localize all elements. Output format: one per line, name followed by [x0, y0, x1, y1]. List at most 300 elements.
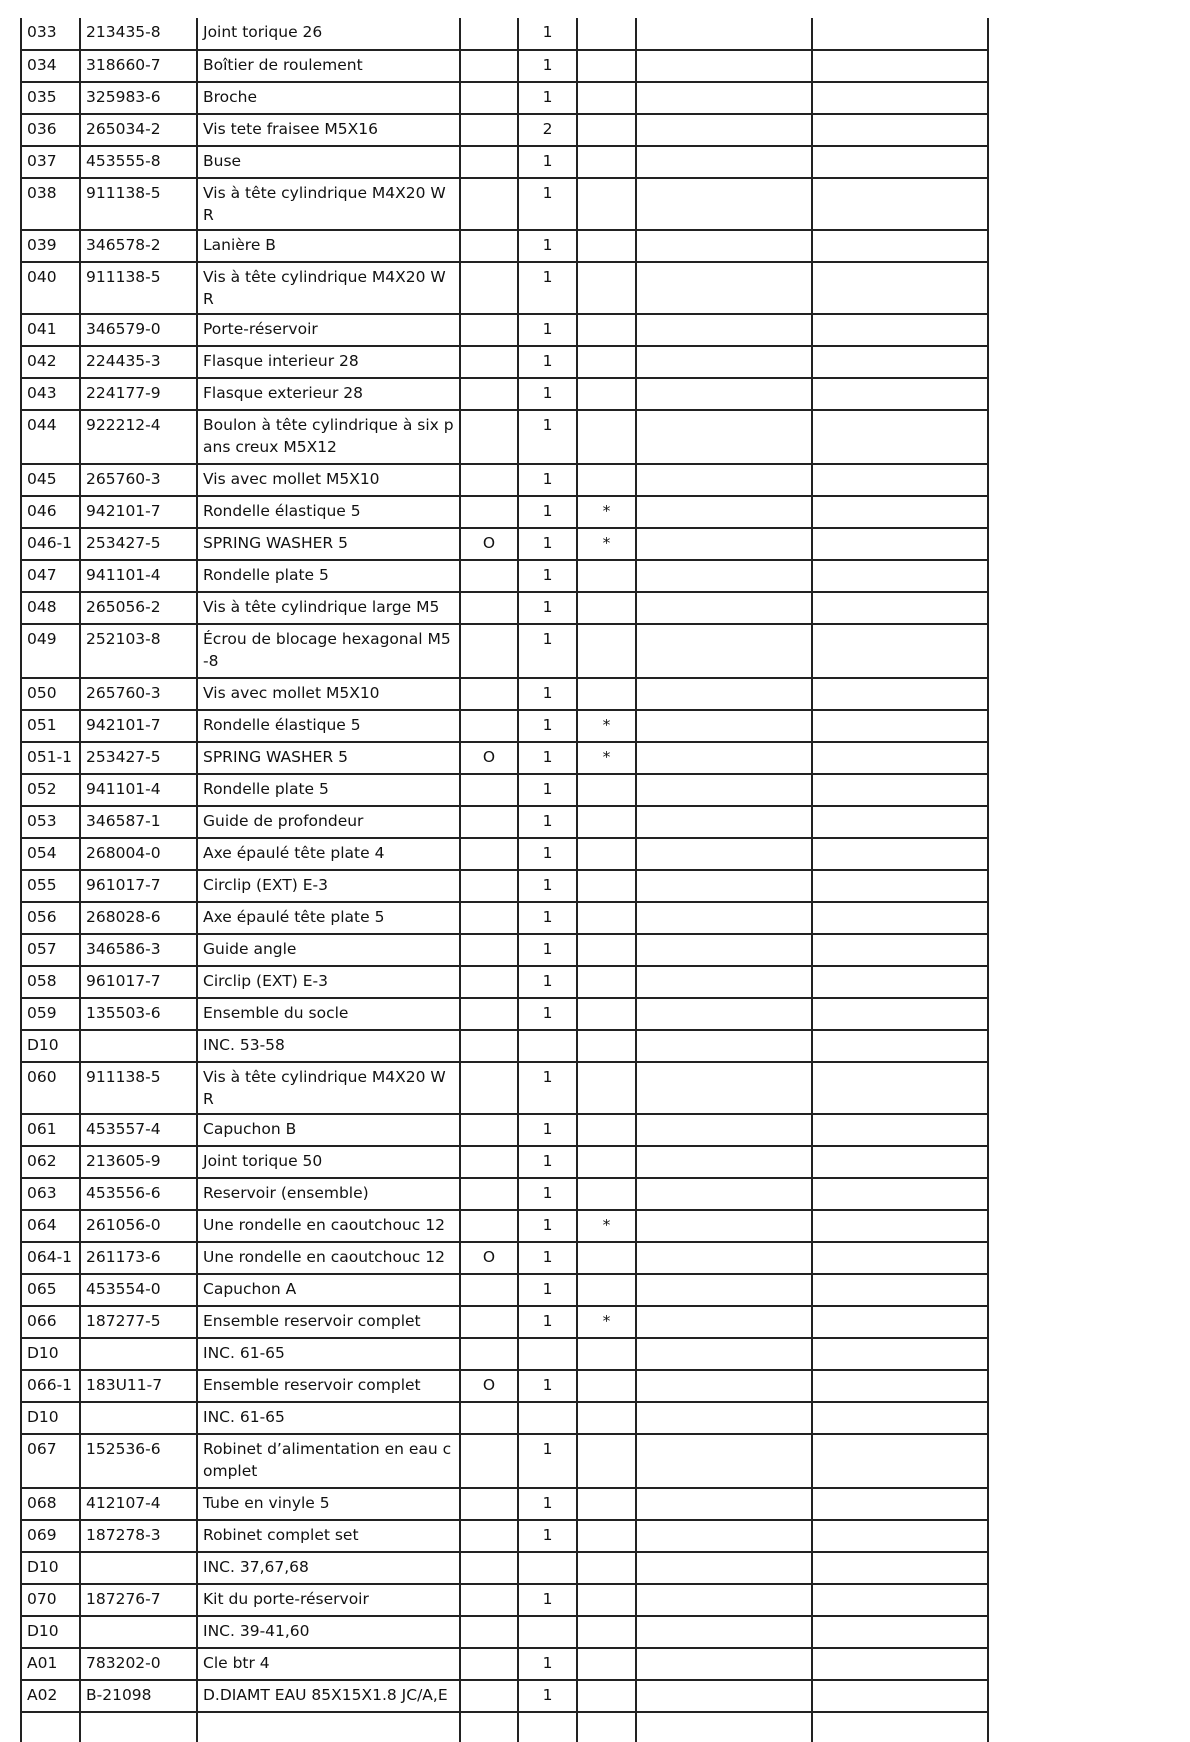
parts-table: [20, 18, 989, 1742]
note-marker-cell: [577, 678, 636, 710]
quantity-cell: 1: [518, 1274, 577, 1306]
blank-column-2-cell: [812, 178, 988, 230]
blank-column-2-cell: [812, 1402, 988, 1434]
part-number-cell: 453555-8: [80, 146, 197, 178]
blank-column-1-cell: [636, 1520, 812, 1552]
note-marker-cell: [577, 1030, 636, 1062]
part-number-cell: 268004-0: [80, 838, 197, 870]
part-number-cell: 911138-5: [80, 1062, 197, 1114]
blank-column-2-cell: [812, 1616, 988, 1648]
option-marker-cell: [460, 1712, 518, 1742]
part-description-cell: Capuchon A: [197, 1274, 460, 1306]
quantity-cell: 1: [518, 314, 577, 346]
option-marker-cell: [460, 592, 518, 624]
note-marker-cell: [577, 774, 636, 806]
part-number-cell: 261056-0: [80, 1210, 197, 1242]
blank-column-2-cell: [812, 1114, 988, 1146]
item-number-cell: 048: [21, 592, 80, 624]
note-marker-cell: *: [577, 1210, 636, 1242]
blank-column-2-cell: [812, 1584, 988, 1616]
quantity-cell: 1: [518, 1584, 577, 1616]
quantity-cell: 1: [518, 1062, 577, 1114]
part-description-cell: Joint torique 26: [197, 18, 460, 50]
note-marker-cell: [577, 1178, 636, 1210]
option-marker-cell: [460, 560, 518, 592]
item-number-cell: 046-1: [21, 528, 80, 560]
table-row: [21, 114, 988, 146]
blank-column-1-cell: [636, 50, 812, 82]
option-marker-cell: [460, 870, 518, 902]
table-row: [21, 1114, 988, 1146]
part-description-cell: Ensemble reservoir complet: [197, 1370, 460, 1402]
blank-column-1-cell: [636, 410, 812, 464]
table-row: [21, 710, 988, 742]
part-number-cell: 941101-4: [80, 560, 197, 592]
item-number-cell: 057: [21, 934, 80, 966]
part-description-cell: Robinet d’alimentation en eau complet: [197, 1434, 460, 1488]
option-marker-cell: [460, 1648, 518, 1680]
quantity-cell: 1: [518, 464, 577, 496]
item-number-cell: 058: [21, 966, 80, 998]
table-row: [21, 774, 988, 806]
item-number-cell: 061: [21, 1114, 80, 1146]
item-number-cell: 035: [21, 82, 80, 114]
note-marker-cell: [577, 1616, 636, 1648]
item-number-cell: 047: [21, 560, 80, 592]
table-row: [21, 410, 988, 464]
blank-column-1-cell: [636, 774, 812, 806]
blank-column-2-cell: [812, 966, 988, 998]
option-marker-cell: [460, 1584, 518, 1616]
quantity-cell: 1: [518, 1680, 577, 1712]
option-marker-cell: [460, 1338, 518, 1370]
part-description-cell: Axe épaulé tête plate 5: [197, 902, 460, 934]
blank-column-2-cell: [812, 18, 988, 50]
part-number-cell: 346586-3: [80, 934, 197, 966]
item-number-cell: 051-1: [21, 742, 80, 774]
option-marker-cell: [460, 378, 518, 410]
option-marker-cell: [460, 1402, 518, 1434]
part-number-cell: 346587-1: [80, 806, 197, 838]
note-marker-cell: [577, 1552, 636, 1584]
blank-column-1-cell: [636, 378, 812, 410]
note-marker-cell: [577, 82, 636, 114]
part-description-cell: Vis à tête cylindrique M4X20 WR: [197, 178, 460, 230]
table-row: [21, 1178, 988, 1210]
option-marker-cell: [460, 1306, 518, 1338]
item-number-cell: 039: [21, 230, 80, 262]
table-row: [21, 966, 988, 998]
option-marker-cell: [460, 1114, 518, 1146]
option-marker-cell: [460, 1146, 518, 1178]
note-marker-cell: [577, 178, 636, 230]
blank-column-2-cell: [812, 1178, 988, 1210]
part-number-cell: 941101-4: [80, 774, 197, 806]
blank-column-2-cell: [812, 1210, 988, 1242]
part-number-cell: 412107-4: [80, 1488, 197, 1520]
table-row: [21, 178, 988, 230]
part-description-cell: Boulon à tête cylindrique à six pans creux M5X12: [197, 410, 460, 464]
blank-column-2-cell: [812, 774, 988, 806]
part-description-cell: D.DIAMT EAU 85X15X1.8 JC/A,E: [197, 1680, 460, 1712]
item-number-cell: A02: [21, 1680, 80, 1712]
part-description-cell: Flasque interieur 28: [197, 346, 460, 378]
blank-column-2-cell: [812, 1338, 988, 1370]
quantity-cell: 1: [518, 178, 577, 230]
quantity-cell: 1: [518, 346, 577, 378]
table-row: [21, 1680, 988, 1712]
note-marker-cell: *: [577, 528, 636, 560]
part-number-cell: 265760-3: [80, 464, 197, 496]
part-number-cell: 224435-3: [80, 346, 197, 378]
blank-column-2-cell: [812, 1552, 988, 1584]
note-marker-cell: [577, 1712, 636, 1742]
note-marker-cell: [577, 806, 636, 838]
quantity-cell: 1: [518, 50, 577, 82]
note-marker-cell: [577, 1242, 636, 1274]
part-number-cell: 453557-4: [80, 1114, 197, 1146]
quantity-cell: 1: [518, 966, 577, 998]
table-row: [21, 1274, 988, 1306]
note-marker-cell: [577, 838, 636, 870]
blank-column-1-cell: [636, 528, 812, 560]
part-number-cell: [80, 1616, 197, 1648]
part-description-cell: Vis avec mollet M5X10: [197, 464, 460, 496]
part-number-cell: 922212-4: [80, 410, 197, 464]
part-number-cell: 152536-6: [80, 1434, 197, 1488]
part-description-cell: Joint torique 50: [197, 1146, 460, 1178]
table-row: [21, 1210, 988, 1242]
item-number-cell: 059: [21, 998, 80, 1030]
quantity-cell: 1: [518, 592, 577, 624]
item-number-cell: 034: [21, 50, 80, 82]
table-row: [21, 146, 988, 178]
part-description-cell: Circlip (EXT) E-3: [197, 966, 460, 998]
quantity-cell: 1: [518, 774, 577, 806]
item-number-cell: 064-1: [21, 1242, 80, 1274]
item-number-cell: 049: [21, 624, 80, 678]
item-number-cell: 036: [21, 114, 80, 146]
part-number-cell: 911138-5: [80, 262, 197, 314]
note-marker-cell: [577, 1434, 636, 1488]
part-description-cell: INC. 37,67,68: [197, 1552, 460, 1584]
option-marker-cell: [460, 998, 518, 1030]
part-description-cell: Flasque exterieur 28: [197, 378, 460, 410]
item-number-cell: 051: [21, 710, 80, 742]
blank-column-2-cell: [812, 230, 988, 262]
blank-column-1-cell: [636, 464, 812, 496]
blank-column-2-cell: [812, 146, 988, 178]
option-marker-cell: [460, 806, 518, 838]
blank-column-2-cell: [812, 464, 988, 496]
note-marker-cell: [577, 934, 636, 966]
part-number-cell: 911138-5: [80, 178, 197, 230]
blank-column-2-cell: [812, 710, 988, 742]
note-marker-cell: [577, 1114, 636, 1146]
item-number-cell: 070: [21, 1584, 80, 1616]
blank-column-2-cell: [812, 1520, 988, 1552]
blank-column-2-cell: [812, 870, 988, 902]
blank-column-1-cell: [636, 998, 812, 1030]
table-row: [21, 314, 988, 346]
table-row: [21, 1488, 988, 1520]
option-marker-cell: [460, 18, 518, 50]
blank-column-2-cell: [812, 410, 988, 464]
part-description-cell: Vis à tête cylindrique M4X20 WR: [197, 262, 460, 314]
item-number-cell: D10: [21, 1402, 80, 1434]
option-marker-cell: [460, 1062, 518, 1114]
table-row: [21, 1370, 988, 1402]
part-number-cell: [80, 1552, 197, 1584]
part-description-cell: Vis tete fraisee M5X16: [197, 114, 460, 146]
note-marker-cell: [577, 1584, 636, 1616]
item-number-cell: 046: [21, 496, 80, 528]
blank-column-1-cell: [636, 624, 812, 678]
blank-column-2-cell: [812, 1680, 988, 1712]
table-row: [21, 346, 988, 378]
table-row: [21, 902, 988, 934]
blank-column-1-cell: [636, 1370, 812, 1402]
option-marker-cell: [460, 464, 518, 496]
part-description-cell: Vis à tête cylindrique large M5: [197, 592, 460, 624]
note-marker-cell: [577, 560, 636, 592]
blank-column-1-cell: [636, 82, 812, 114]
option-marker-cell: [460, 114, 518, 146]
part-number-cell: 135503-6: [80, 998, 197, 1030]
note-marker-cell: [577, 1488, 636, 1520]
quantity-cell: 1: [518, 1434, 577, 1488]
table-row: [21, 1434, 988, 1488]
blank-column-2-cell: [812, 902, 988, 934]
item-number-cell: 066-1: [21, 1370, 80, 1402]
part-description-cell: Robinet complet set: [197, 1520, 460, 1552]
quantity-cell: [518, 1712, 577, 1742]
note-marker-cell: [577, 1062, 636, 1114]
item-number-cell: 054: [21, 838, 80, 870]
part-description-cell: Vis à tête cylindrique M4X20 WR: [197, 1062, 460, 1114]
note-marker-cell: [577, 464, 636, 496]
note-marker-cell: [577, 1680, 636, 1712]
quantity-cell: 1: [518, 710, 577, 742]
part-number-cell: 253427-5: [80, 528, 197, 560]
quantity-cell: [518, 1552, 577, 1584]
table-row: [21, 82, 988, 114]
part-description-cell: INC. 61-65: [197, 1338, 460, 1370]
part-number-cell: 253427-5: [80, 742, 197, 774]
blank-column-2-cell: [812, 346, 988, 378]
part-number-cell: 265056-2: [80, 592, 197, 624]
table-row: [21, 378, 988, 410]
blank-column-1-cell: [636, 18, 812, 50]
table-row: [21, 496, 988, 528]
quantity-cell: 1: [518, 1488, 577, 1520]
part-number-cell: [80, 1712, 197, 1742]
blank-column-1-cell: [636, 146, 812, 178]
quantity-cell: 1: [518, 624, 577, 678]
part-number-cell: 252103-8: [80, 624, 197, 678]
item-number-cell: 033: [21, 18, 80, 50]
quantity-cell: 1: [518, 1178, 577, 1210]
table-row: [21, 464, 988, 496]
table-row: [21, 870, 988, 902]
quantity-cell: [518, 1030, 577, 1062]
item-number-cell: [21, 1712, 80, 1742]
quantity-cell: [518, 1616, 577, 1648]
note-marker-cell: *: [577, 1306, 636, 1338]
item-number-cell: 056: [21, 902, 80, 934]
part-number-cell: 213435-8: [80, 18, 197, 50]
note-marker-cell: [577, 1520, 636, 1552]
option-marker-cell: [460, 966, 518, 998]
blank-column-1-cell: [636, 1178, 812, 1210]
part-description-cell: Rondelle élastique 5: [197, 710, 460, 742]
item-number-cell: 053: [21, 806, 80, 838]
quantity-cell: 1: [518, 496, 577, 528]
part-description-cell: Vis avec mollet M5X10: [197, 678, 460, 710]
part-number-cell: 453556-6: [80, 1178, 197, 1210]
note-marker-cell: [577, 262, 636, 314]
option-marker-cell: [460, 774, 518, 806]
blank-column-1-cell: [636, 1114, 812, 1146]
part-description-cell: Buse: [197, 146, 460, 178]
note-marker-cell: [577, 314, 636, 346]
blank-column-1-cell: [636, 178, 812, 230]
part-number-cell: 961017-7: [80, 870, 197, 902]
part-number-cell: 187277-5: [80, 1306, 197, 1338]
note-marker-cell: [577, 378, 636, 410]
quantity-cell: 1: [518, 146, 577, 178]
blank-column-2-cell: [812, 1062, 988, 1114]
option-marker-cell: [460, 624, 518, 678]
table-row: [21, 1338, 988, 1370]
table-row: [21, 1584, 988, 1616]
note-marker-cell: [577, 1274, 636, 1306]
option-marker-cell: O: [460, 528, 518, 560]
option-marker-cell: [460, 178, 518, 230]
note-marker-cell: [577, 1338, 636, 1370]
part-number-cell: [80, 1338, 197, 1370]
table-row: [21, 1712, 988, 1742]
quantity-cell: 1: [518, 1648, 577, 1680]
table-row: [21, 678, 988, 710]
note-marker-cell: *: [577, 742, 636, 774]
table-row: [21, 50, 988, 82]
item-number-cell: 043: [21, 378, 80, 410]
part-description-cell: Une rondelle en caoutchouc 12: [197, 1242, 460, 1274]
table-row: [21, 18, 988, 50]
note-marker-cell: [577, 410, 636, 464]
part-description-cell: Tube en vinyle 5: [197, 1488, 460, 1520]
item-number-cell: 066: [21, 1306, 80, 1338]
part-description-cell: Capuchon B: [197, 1114, 460, 1146]
blank-column-2-cell: [812, 82, 988, 114]
blank-column-1-cell: [636, 1210, 812, 1242]
blank-column-1-cell: [636, 966, 812, 998]
option-marker-cell: [460, 710, 518, 742]
blank-column-1-cell: [636, 934, 812, 966]
blank-column-1-cell: [636, 1552, 812, 1584]
note-marker-cell: [577, 18, 636, 50]
quantity-cell: 1: [518, 1114, 577, 1146]
option-marker-cell: [460, 82, 518, 114]
note-marker-cell: [577, 346, 636, 378]
option-marker-cell: [460, 1680, 518, 1712]
item-number-cell: 052: [21, 774, 80, 806]
blank-column-2-cell: [812, 560, 988, 592]
option-marker-cell: [460, 934, 518, 966]
quantity-cell: 1: [518, 1306, 577, 1338]
table-row: [21, 998, 988, 1030]
item-number-cell: 050: [21, 678, 80, 710]
item-number-cell: 065: [21, 1274, 80, 1306]
item-number-cell: 064: [21, 1210, 80, 1242]
blank-column-1-cell: [636, 1306, 812, 1338]
blank-column-2-cell: [812, 262, 988, 314]
blank-column-1-cell: [636, 1584, 812, 1616]
table-row: [21, 742, 988, 774]
item-number-cell: A01: [21, 1648, 80, 1680]
option-marker-cell: [460, 410, 518, 464]
item-number-cell: D10: [21, 1338, 80, 1370]
quantity-cell: 1: [518, 1242, 577, 1274]
item-number-cell: 062: [21, 1146, 80, 1178]
blank-column-1-cell: [636, 560, 812, 592]
table-row: [21, 838, 988, 870]
blank-column-2-cell: [812, 678, 988, 710]
option-marker-cell: [460, 1520, 518, 1552]
part-description-cell: Kit du porte-réservoir: [197, 1584, 460, 1616]
table-row: [21, 1616, 988, 1648]
blank-column-2-cell: [812, 496, 988, 528]
table-row: [21, 1552, 988, 1584]
part-description-cell: Circlip (EXT) E-3: [197, 870, 460, 902]
part-number-cell: [80, 1402, 197, 1434]
part-number-cell: 213605-9: [80, 1146, 197, 1178]
part-number-cell: 187278-3: [80, 1520, 197, 1552]
blank-column-1-cell: [636, 1062, 812, 1114]
option-marker-cell: [460, 1488, 518, 1520]
parts-table-body: [21, 18, 988, 1742]
blank-column-2-cell: [812, 1306, 988, 1338]
blank-column-1-cell: [636, 1648, 812, 1680]
quantity-cell: 1: [518, 560, 577, 592]
item-number-cell: 063: [21, 1178, 80, 1210]
item-number-cell: 060: [21, 1062, 80, 1114]
blank-column-2-cell: [812, 592, 988, 624]
blank-column-1-cell: [636, 346, 812, 378]
blank-column-2-cell: [812, 806, 988, 838]
table-row: [21, 1306, 988, 1338]
part-description-cell: SPRING WASHER 5: [197, 528, 460, 560]
blank-column-1-cell: [636, 742, 812, 774]
option-marker-cell: [460, 262, 518, 314]
quantity-cell: [518, 1338, 577, 1370]
part-number-cell: 265034-2: [80, 114, 197, 146]
blank-column-1-cell: [636, 1338, 812, 1370]
blank-column-1-cell: [636, 1488, 812, 1520]
note-marker-cell: [577, 1402, 636, 1434]
part-number-cell: 942101-7: [80, 496, 197, 528]
blank-column-2-cell: [812, 998, 988, 1030]
table-row: [21, 624, 988, 678]
option-marker-cell: [460, 146, 518, 178]
part-description-cell: Guide angle: [197, 934, 460, 966]
blank-column-2-cell: [812, 1648, 988, 1680]
table-row: [21, 1146, 988, 1178]
part-description-cell: Guide de profondeur: [197, 806, 460, 838]
blank-column-1-cell: [636, 1146, 812, 1178]
note-marker-cell: *: [577, 710, 636, 742]
